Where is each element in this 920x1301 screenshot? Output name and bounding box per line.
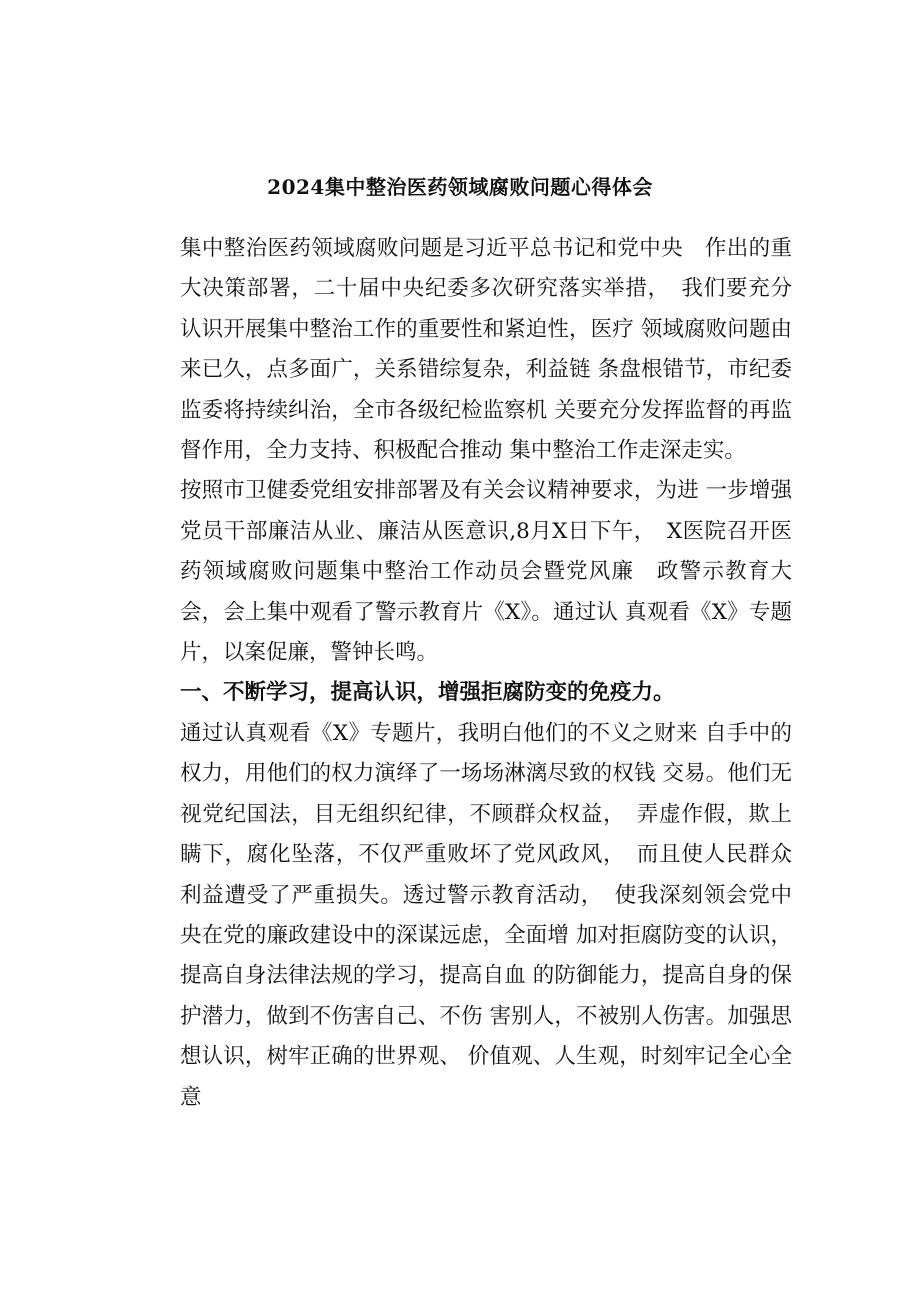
paragraph-1: 集中整治医药领域腐败问题是习近平总书记和党中央 作出的重大决策部署，二十届中央纪委多次研究落实举措， 我们要充分认识开展集中整治工作的重要性和紧迫性，医疗 领域腐败问题由来已久，点多面广，关系错综复杂，利益链 条盘根错节，市纪委监委将持续纠治，全市各级纪检监察机 关要充分发挥监督的再监督作用，全力支持、积极配合推动 集中整治工作走深走实。 [180, 236, 792, 464]
section-heading-1: 一、不断学习，提高认识，增强拒腐防变的免疫力。 [180, 680, 675, 706]
document-body [136, 229, 792, 1118]
document-title: 2024集中整治医药领域腐败问题心得体会 [267, 175, 653, 199]
paragraph-3: 通过认真观看《X》专题片，我明白他们的不义之财来 自手中的权力，用他们的权力演绎了一场场淋漓尽致的权钱 交易。他们无视党纪国法，目无组织纪律，不顾群众权益， 弄虚作假，欺上瞒下，腐化坠落，不仅严重败坏了党风政风， 而且使人民群众利益遭受了严重损失。透过警示教育活动， 使我深刻领会党中央在党的廉政建设中的深谋远虑，全面增 加对拒腐防变的认识，提高自身法律法规的学习，提高自血 的防御能力，提高自身的保护潜力，做到不伤害自己、不伤 害别人，不被别人伤害。加强思想认识，树牢正确的世界观、 价值观、人生观，时刻牢记全心全意 [180, 720, 792, 1110]
paragraph-2: 按照市卫健委党组安排部署及有关会议精神要求，为进 一步增强党员干部廉洁从业、廉洁从医意识,8月X日下午， X医院召开医药领域腐败问题集中整治工作动员会暨党风廉 政警示教育大会，会上集中观看了警示教育片《X》。通过认 真观看《X》专题片，以案促廉，警钟长鸣。 [180, 478, 792, 666]
